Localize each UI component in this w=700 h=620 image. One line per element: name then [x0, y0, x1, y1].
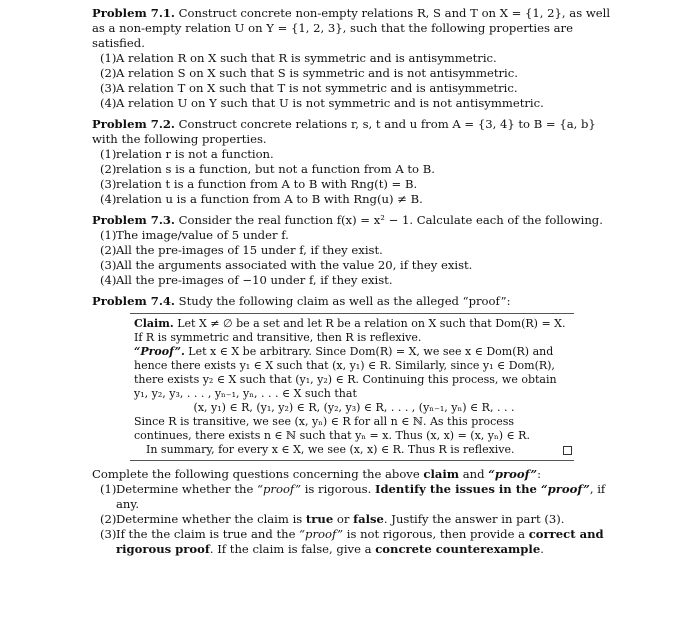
list-item: (2) relation s is a function, but not a function from A to B.	[100, 162, 435, 176]
proof-summary: In summary, for every x ∈ X, we see (x, x) ∈ R. Thus R is reflexive.	[134, 443, 574, 457]
list-item: (1) The image/value of 5 under f.	[100, 228, 289, 242]
list-item: (1) A relation R on X such that R is symmetric and is antisymmetric.	[100, 51, 497, 65]
display-math: (x, y₁) ∈ R, (y₁, y₂) ∈ R, (y₂, y₃) ∈ R, . . . , (yₙ₋₁, yₙ) ∈ R, . . .	[193, 401, 515, 414]
question-list	[92, 482, 612, 557]
problem-label: Problem 7.1.	[92, 6, 175, 20]
list-item: (2) Determine whether the claim is true or false. Justify the answer in part (3).	[100, 512, 565, 526]
claim-heading: Claim.	[134, 317, 174, 330]
list-item: (1) Determine whether the “proof” is rigorous. Identify the issues in the “proof”, if any.	[100, 482, 606, 511]
problem-7-3	[92, 213, 612, 288]
problem-intro: Construct concrete non-empty relations R, S and T on X = {1, 2}, as well as a non-empty relation U on Y = {1, 2, 3}, such that the following properties are satisfied.	[92, 6, 611, 50]
list-item: (4) relation u is a function from A to B with Rng(u) ≠ B.	[100, 192, 423, 206]
item-list	[92, 147, 612, 207]
problem-7-2	[92, 117, 612, 207]
list-item: (2) All the pre-images of 15 under f, if they exist.	[100, 243, 383, 257]
problem-label: Problem 7.3.	[92, 213, 175, 227]
list-item: (4) All the pre-images of −10 under f, if they exist.	[100, 273, 393, 287]
problem-label: Problem 7.2.	[92, 117, 175, 131]
list-item: (3) relation t is a function from A to B with Rng(t) = B.	[100, 177, 418, 191]
proof-text: Let x ∈ X be arbitrary. Since Dom(R) = X, we see x ∈ Dom(R) and hence there exists y₁ ∈ X such that (x, y₁) ∈ R. Similarly, since y₁ ∈ Dom(R), there exists y₂ ∈ X such that (y₁, y₂) ∈ R. Continuing this process, we obtain y₁, y₂, y₃, . . . , yₙ₋₁, yₙ, . . . ∈ X such that	[134, 345, 557, 400]
claim-paragraph	[134, 317, 574, 345]
qed-square-icon	[563, 446, 572, 455]
problem-label: Problem 7.4.	[92, 294, 175, 308]
list-item: (3) All the arguments associated with the value 20, if they exist.	[100, 258, 473, 272]
questions-intro: Complete the following questions concerning the above claim and “proof”:	[92, 467, 542, 481]
proof-heading: “Proof”.	[134, 345, 185, 358]
problem-intro: Construct concrete relations r, s, t and u from A = {3, 4} to B = {a, b} with the following properties.	[92, 117, 596, 146]
problem-7-1	[92, 6, 612, 111]
claim-proof-box	[130, 313, 574, 461]
problem-intro: Consider the real function f(x) = x² − 1. Calculate each of the following.	[178, 213, 603, 227]
item-list	[92, 51, 612, 111]
list-item: (2) A relation S on X such that S is symmetric and is not antisymmetric.	[100, 66, 518, 80]
list-item: (3) A relation T on X such that T is not symmetric and is antisymmetric.	[100, 81, 518, 95]
list-item: (3) If the the claim is true and the “proof” is not rigorous, then provide a correct and rigorous proof. If the claim is false, give a concrete counterexample.	[100, 527, 604, 556]
proof-paragraph: Since R is transitive, we see (x, yₙ) ∈ R for all n ∈ ℕ. As this process continues, there exists n ∈ ℕ such that yₙ = x. Thus (x, x) = (x, yₙ) ∈ R.	[134, 415, 530, 442]
claim-text: Let X ≠ ∅ be a set and let R be a relation on X such that Dom(R) = X. If R is symmetric and transitive, then R is reflexive.	[134, 317, 566, 344]
proof-paragraph	[134, 345, 574, 401]
problem-intro: Study the following claim as well as the alleged “proof”:	[178, 294, 511, 308]
item-list	[92, 228, 612, 288]
problem-sheet	[92, 6, 612, 563]
list-item: (4) A relation U on Y such that U is not symmetric and is not antisymmetric.	[100, 96, 544, 110]
list-item: (1) relation r is not a function.	[100, 147, 274, 161]
problem-7-4	[92, 294, 612, 557]
